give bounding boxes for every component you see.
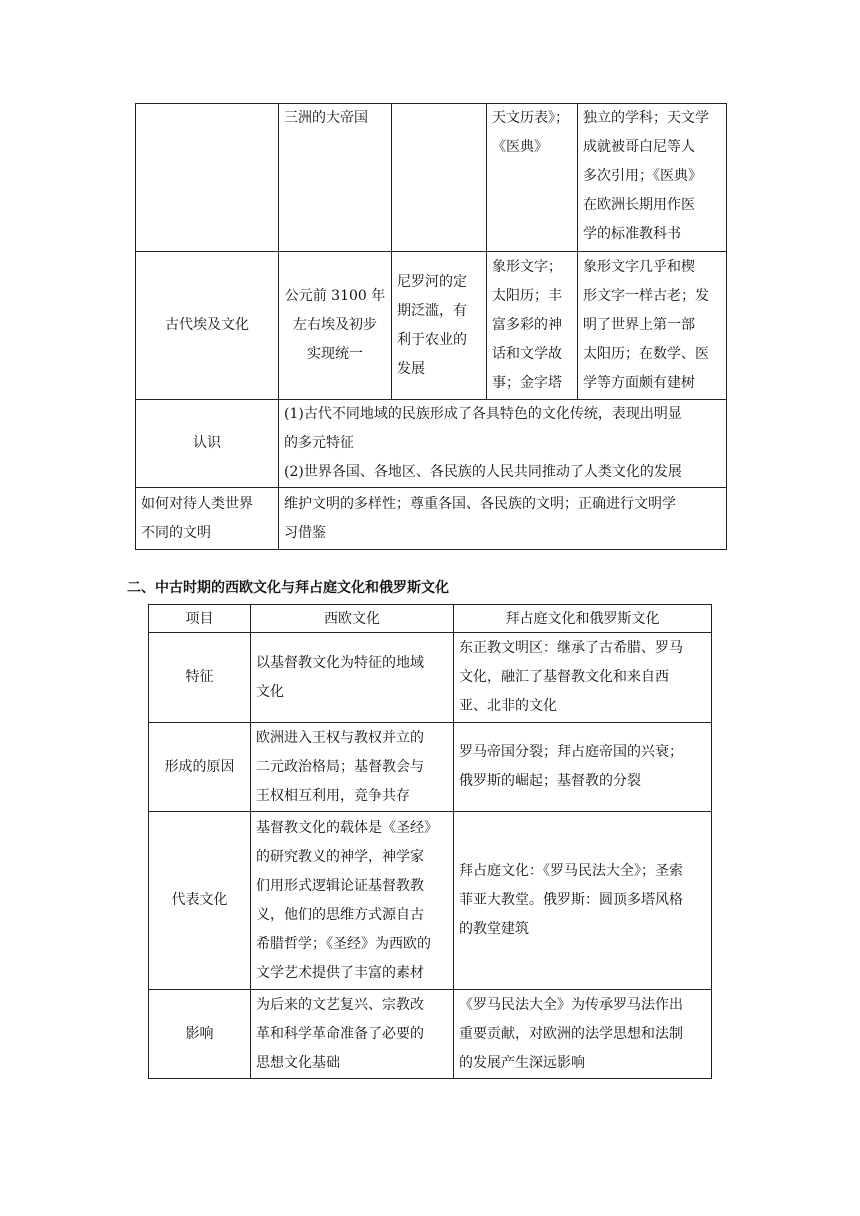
table-row — [149, 723, 712, 812]
renshi-label-cell: 认识 — [136, 400, 279, 488]
row-cont-time-cell: 三洲的大帝国 — [279, 104, 392, 252]
ancient-civilizations-table — [135, 103, 727, 550]
row-cont-name-cell — [136, 104, 279, 252]
row-cause-item: 形成的原因 — [149, 723, 251, 812]
egypt-cond-cell: 尼罗河的定 期泛滥，有 利于农业的 发展 — [392, 252, 487, 400]
row-feature-item: 特征 — [149, 633, 251, 723]
row-feature-west: 以基督教文化为特征的地域 文化 — [251, 633, 454, 723]
egypt-time-cell: 公元前 3100 年 左右埃及初步 实现统一 — [279, 252, 392, 400]
table-row — [136, 488, 727, 550]
table-row — [149, 633, 712, 723]
row-cause-west: 欧洲进入王权与教权并立的 二元政治格局；基督教会与 王权相互利用，竞争共存 — [251, 723, 454, 812]
renshi-content-cell: (1)古代不同地域的民族形成了各具特色的文化传统，表现出明显 的多元特征 (2)世界各国、各地区、各民族的人民共同推动了人类文化的发展 — [279, 400, 727, 488]
attitude-content-cell: 维护文明的多样性；尊重各国、各民族的文明；正确进行文明学 习借鉴 — [279, 488, 727, 550]
egypt-name-cell: 古代埃及文化 — [136, 252, 279, 400]
row-rep-byz: 拜占庭文化：《罗马民法大全》；圣索 菲亚大教堂。俄罗斯：圆顶多塔风格 的教堂建筑 — [454, 812, 712, 990]
row-cont-cond-cell — [392, 104, 487, 252]
table-row — [149, 990, 712, 1079]
row-cont-influence-cell: 独立的学科；天文学 成就被哥白尼等人 多次引用；《医典》 在欧洲长期用作医 学的标准教科书 — [578, 104, 727, 252]
header-west: 西欧文化 — [251, 605, 454, 633]
header-byz: 拜占庭文化和俄罗斯文化 — [454, 605, 712, 633]
section-heading: 二、中古时期的西欧文化与拜占庭文化和俄罗斯文化 — [127, 580, 449, 596]
row-rep-west: 基督教文化的载体是《圣经》 的研究教义的神学，神学家 们用形式逻辑论证基督教教 义，他们的思维方式源自古 希腊哲学；《圣经》为西欧的 文学艺术提供了丰富的素材 — [251, 812, 454, 990]
medieval-culture-table — [148, 604, 712, 1079]
egypt-achieve-cell: 象形文字； 太阳历；丰 富多彩的神 话和文学故 事；金字塔 — [487, 252, 578, 400]
row-feature-byz: 东正教文明区：继承了古希腊、罗马 文化，融汇了基督教文化和来自西 亚、北非的文化 — [454, 633, 712, 723]
row-impact-byz: 《罗马民法大全》为传承罗马法作出 重要贡献，对欧洲的法学思想和法制 的发展产生深远影响 — [454, 990, 712, 1079]
table-row — [136, 104, 727, 252]
row-impact-item: 影响 — [149, 990, 251, 1079]
table-row — [136, 252, 727, 400]
header-item: 项目 — [149, 605, 251, 633]
row-impact-west: 为后来的文艺复兴、宗教改 革和科学革命准备了必要的 思想文化基础 — [251, 990, 454, 1079]
table-header-row — [149, 605, 712, 633]
table-row — [149, 812, 712, 990]
row-cause-byz: 罗马帝国分裂；拜占庭帝国的兴衰； 俄罗斯的崛起；基督教的分裂 — [454, 723, 712, 812]
attitude-label-cell: 如何对待人类世界 不同的文明 — [136, 488, 279, 550]
row-rep-item: 代表文化 — [149, 812, 251, 990]
table-row — [136, 400, 727, 488]
row-cont-achieve-cell: 天文历表》； 《医典》 — [487, 104, 578, 252]
egypt-influence-cell: 象形文字几乎和楔 形文字一样古老；发 明了世界上第一部 太阳历；在数学、医 学等方面颇有建树 — [578, 252, 727, 400]
